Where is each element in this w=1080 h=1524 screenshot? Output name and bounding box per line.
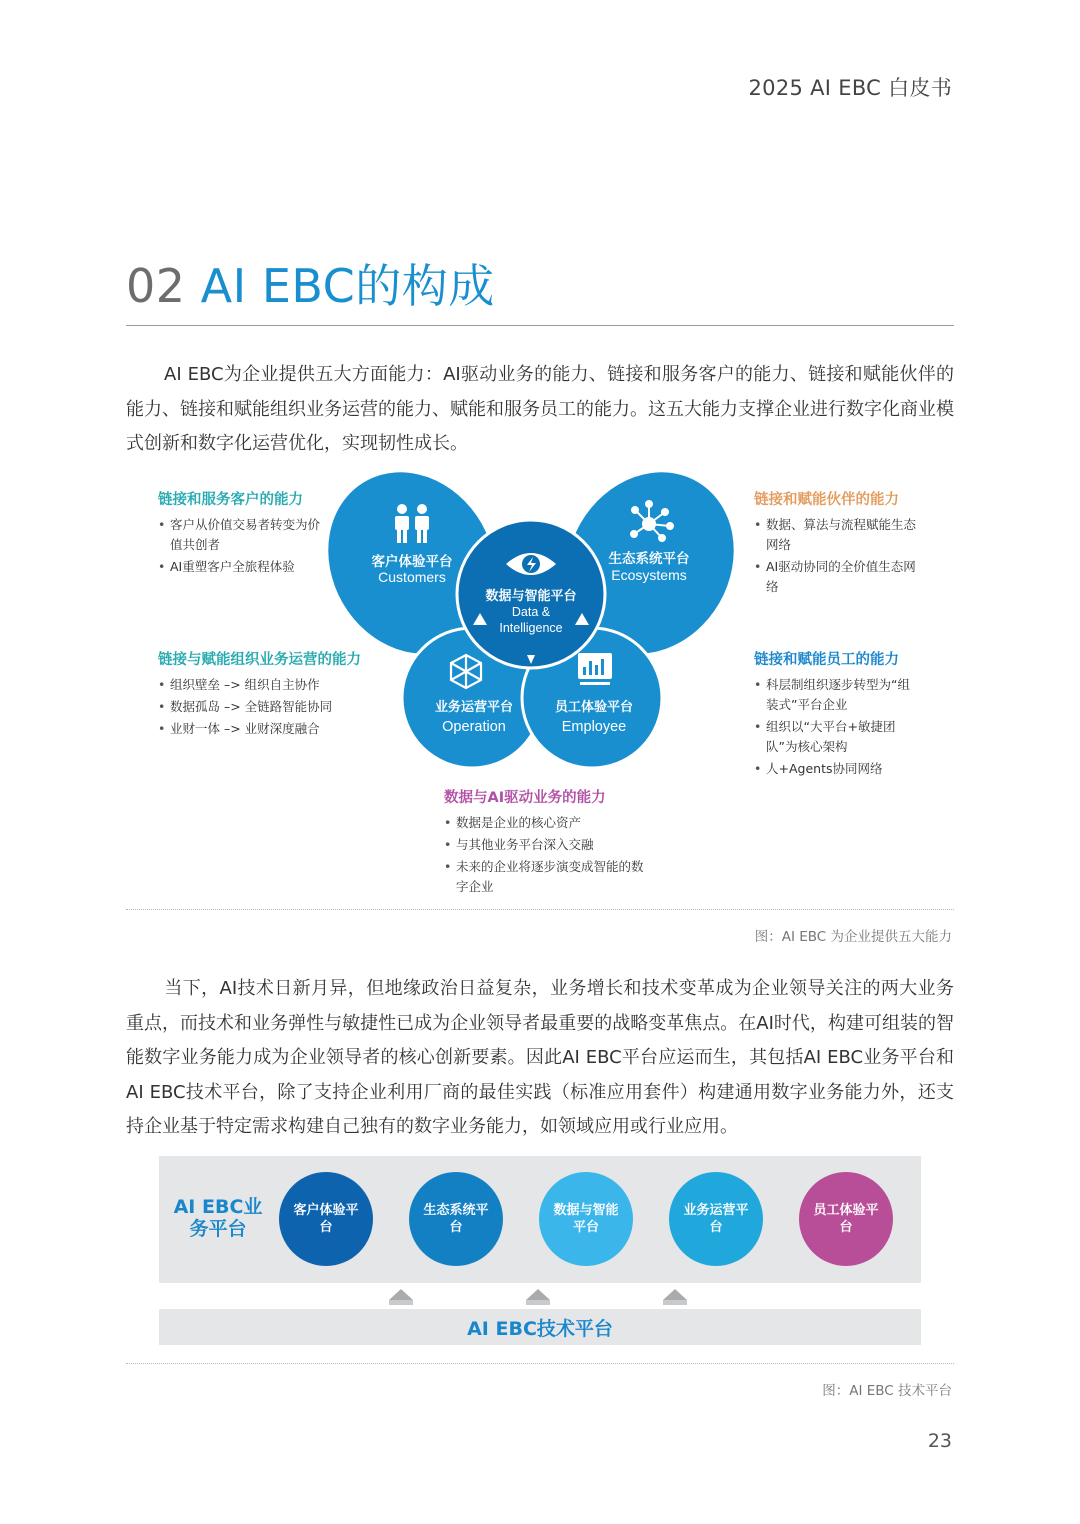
platform-circle-label: 数据与智能平台 — [553, 1203, 619, 1235]
list-item: • 数据、算法与流程赋能生态网络 — [754, 515, 922, 555]
divider — [126, 909, 954, 910]
employee-en: Employee — [561, 719, 627, 735]
customers-en: Customers — [378, 569, 446, 585]
data-cn: 数据与智能平台 — [485, 589, 577, 604]
customers-cn: 客户体验平台 — [371, 554, 453, 570]
capability-employee — [754, 648, 922, 779]
five-capabilities-diagram — [140, 466, 940, 906]
capability-operation — [158, 648, 393, 739]
arrow-up-icon — [526, 1289, 550, 1305]
list-item: • 业财一体 –> 业财深度融合 — [158, 719, 393, 739]
arrow-up-icon — [663, 1289, 687, 1305]
section-title — [126, 250, 495, 316]
capability-data — [444, 786, 644, 897]
capability-customer — [158, 488, 323, 577]
platform-circle-employee — [799, 1172, 893, 1266]
divider — [126, 1363, 954, 1364]
ecosystems-cn: 生态系统平台 — [608, 551, 690, 567]
tech-platform-label: AI EBC技术平台 — [467, 1317, 613, 1340]
platform-circle-label: 员工体验平台 — [813, 1203, 879, 1235]
body-paragraph-text: 当下，AI技术日新月异，但地缘政治日益复杂，业务增长和技术变革成为企业领导关注的两大业务重点，而技术和业务弹性与敏捷性已成为企业领导者最重要的战略变革焦点。在AI时代，构建可组装的智能数字业务能力成为企业领导者的核心创新要素。因此AI EBC平台应运而生，其包括AI EBC业务平台和AI EBC技术平台，除了支持企业利用厂商的最佳实践（标准应用套件）构建通用数字业务能力外，还支持企业基于特定需求构建自己独有的数字业务能力，如领域应用或行业应用。 — [126, 978, 954, 1137]
platform-circle-operation — [669, 1172, 763, 1266]
list-item: • 与其他业务平台深入交融 — [444, 835, 644, 855]
capability-customer-title: 链接和服务客户的能力 — [158, 492, 303, 508]
arrow-up-icon — [389, 1289, 413, 1305]
header-title: 2025 AI EBC 白皮书 — [748, 76, 952, 100]
capability-partner-title: 链接和赋能伙伴的能力 — [754, 492, 899, 508]
ecosystems-en: Ecosystems — [611, 567, 687, 583]
capability-employee-title: 链接和赋能员工的能力 — [754, 652, 899, 668]
platform-circle-label: 生态系统平台 — [423, 1203, 489, 1235]
list-item: • 科层制组织逐步转型为“组装式”平台企业 — [754, 675, 922, 715]
list-item: • AI驱动协同的全价值生态网络 — [754, 557, 922, 597]
figure-caption-1: 图：AI EBC 为企业提供五大能力 — [754, 929, 952, 945]
list-item: • 人+Agents协同网络 — [754, 759, 922, 779]
list-item: • 组织以“大平台+敏捷团队”为核心架构 — [754, 717, 922, 757]
page-number: 23 — [927, 1430, 952, 1452]
list-item: • AI重塑客户全旅程体验 — [158, 557, 323, 577]
operation-en: Operation — [442, 719, 506, 735]
body-paragraph — [126, 972, 954, 1145]
section-heading: AI EBC的构成 — [200, 259, 495, 313]
platform-circle-customer — [279, 1172, 373, 1266]
list-item: • 客户从价值交易者转变为价值共创者 — [158, 515, 323, 555]
intro-paragraph-text: AI EBC为企业提供五大方面能力：AI驱动业务的能力、链接和服务客户的能力、链接和赋能伙伴的能力、链接和赋能组织业务运营的能力、赋能和服务员工的能力。这五大能力支撑企业进行数字化商业模式创新和数字化运营优化，实现韧性成长。 — [126, 364, 954, 454]
employee-cn: 员工体验平台 — [554, 700, 634, 715]
platform-circle-ecosystem — [409, 1172, 503, 1266]
business-platform-label: AI EBC业务平台 — [173, 1196, 263, 1240]
list-item: • 数据孤岛 –> 全链路智能协同 — [158, 697, 393, 717]
operation-cn: 业务运营平台 — [434, 700, 514, 715]
tech-platform-band — [159, 1309, 921, 1345]
intro-paragraph — [126, 358, 954, 462]
platform-circle-label: 客户体验平台 — [293, 1203, 359, 1235]
title-rule — [126, 325, 954, 326]
data-en2: Intelligence — [499, 621, 563, 635]
list-item: • 数据是企业的核心资产 — [444, 813, 644, 833]
platform-circle-label: 业务运营平台 — [683, 1203, 749, 1235]
capability-partner — [754, 488, 922, 597]
data-en1: Data & — [511, 605, 551, 619]
section-number: 02 — [126, 259, 186, 313]
list-item: • 未来的企业将逐步演变成智能的数字企业 — [444, 857, 644, 897]
platform-circle-data — [539, 1172, 633, 1266]
capability-data-title: 数据与AI驱动业务的能力 — [444, 790, 606, 806]
list-item: • 组织壁垒 –> 组织自主协作 — [158, 675, 393, 695]
capability-operation-title: 链接与赋能组织业务运营的能力 — [158, 652, 361, 668]
figure-caption-2: 图：AI EBC 技术平台 — [822, 1383, 952, 1399]
